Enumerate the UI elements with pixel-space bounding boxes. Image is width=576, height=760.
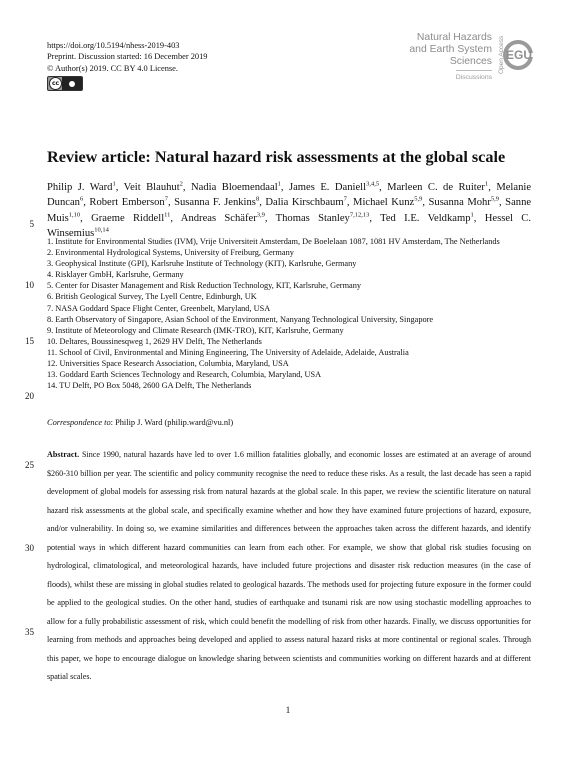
author [89, 197, 168, 208]
author-name: Robert Emberson [89, 197, 165, 209]
journal-name-line3: Sciences [449, 55, 492, 67]
abstract-heading: Abstract. [47, 450, 80, 459]
author-name: Dalia Kirschbaum [265, 197, 344, 209]
license-text: © Author(s) 2019. CC BY 4.0 License. [47, 63, 178, 73]
author [91, 213, 170, 224]
author [276, 213, 370, 224]
author-affiliation-marker: 1 [470, 211, 474, 219]
discussions-label: Discussions [456, 70, 492, 84]
author-name: Sanne Muis [47, 197, 532, 224]
author-name: Veit Blauhut [123, 182, 180, 193]
cc-by-license-badge[interactable] [47, 76, 83, 91]
author-name: Ted I.E. Veldkamp [380, 212, 471, 224]
author-name: Michael Kunz [353, 197, 415, 209]
affiliation-item: 9. Institute of Meteorology and Climate Research (IMK-TRO), KIT, Karlsruhe, Germany [47, 325, 344, 335]
affiliation-item: 1. Institute for Environmental Studies (IVM), Vrije Universiteit Amsterdam, De Boelelaan 1087, 1081 HV Amsterdam, The Netherlands [47, 237, 500, 246]
preprint-date: Preprint. Discussion started: 16 December 2019 [47, 52, 208, 62]
line-number: 10 [25, 280, 34, 290]
affiliation-item: 8. Earth Observatory of Singapore, Asian School of the Environment, Nanyang Technological University, Singapore [47, 314, 434, 324]
author-name: Thomas Stanley [275, 212, 350, 224]
preprint-metadata [47, 40, 208, 74]
author-affiliation-marker: 7 [343, 195, 347, 203]
correspondence-text: : Philip J. Ward (philip.ward@vu.nl) [110, 418, 234, 427]
author-name: Melanie Duncan [47, 182, 532, 209]
journal-name-line2: and Earth System [409, 43, 492, 55]
open-access-label: Open Access [498, 35, 505, 74]
affiliation-list [47, 236, 531, 391]
affiliation-item: 12. Universities Space Research Association, Columbia, Maryland, USA [47, 359, 289, 369]
affiliation-item: 13. Goddard Earth Sciences Technology and Research, Columbia, Maryland, USA [47, 370, 322, 380]
affiliation-item: 5. Center for Disaster Management and Risk Reduction Technology, KIT, Karlsruhe, Germany [47, 281, 362, 291]
author-affiliation-marker: 6 [79, 195, 84, 203]
author-affiliation-marker: 10,14 [94, 226, 109, 234]
doi-link[interactable]: https://doi.org/10.5194/nhess-2019-403 [47, 41, 180, 50]
author-affiliation-marker: 11 [164, 211, 171, 219]
author-affiliation-marker: 7,12,13 [349, 211, 370, 219]
author [265, 197, 347, 208]
by-icon [62, 77, 82, 90]
page-number: 1 [285, 706, 291, 716]
affiliation-item: 7. NASA Goddard Space Flight Center, Greenbelt, Maryland, USA [47, 303, 271, 313]
affiliation-item: 4. Risklayer GmbH, Karlsruhe, Germany [47, 270, 184, 280]
journal-name-line1: Natural Hazards [416, 32, 492, 43]
author [429, 197, 500, 208]
author [191, 182, 281, 193]
journal-name [409, 32, 492, 84]
author [124, 182, 183, 193]
author-name: Susanna Mohr [428, 197, 491, 209]
line-number: 5 [29, 219, 34, 229]
affiliation-item: 11. School of Civil, Environmental and Mining Engineering, The University of Adelaide, Adelaide, Australia [47, 347, 409, 357]
author-affiliation-marker: 5,9 [490, 195, 499, 203]
author-name: Graeme Riddell [91, 212, 165, 224]
author-affiliation-marker: 3,4,5 [366, 180, 380, 188]
author-name: Hessel C. Winsemius [47, 212, 531, 240]
author [47, 182, 116, 193]
affiliation-item: 2. Environmental Hydrological Systems, University of Freiburg, Germany [47, 248, 294, 258]
author [387, 182, 488, 193]
author [174, 197, 259, 208]
egu-logo-icon [499, 33, 539, 77]
author-affiliation-marker: 1,10 [68, 211, 81, 219]
line-number: 25 [25, 460, 34, 470]
egu-logo-text: EGU [505, 48, 533, 62]
author [353, 197, 422, 208]
author-affiliation-marker: 7 [164, 195, 168, 203]
author [181, 213, 265, 224]
line-number: 30 [25, 543, 34, 553]
paper-title: Review article: Natural hazard risk assessments at the global scale [47, 148, 506, 166]
line-number: 15 [25, 336, 34, 346]
author [289, 182, 379, 193]
author-list: Philip J. Ward$^1$, Veit Blauhut$^2$, Nadia Bloemendaal$^1$, James E. Daniell$^{3,4,5}$, Marleen C. de Ruiter$^1$, Melanie Duncan$^6$, Robert Emberson$^7$, Susanna F. Jenkins$^8$, Dalia Kirschbaum$^7$, Michael Kunz$^{5,9}$, Susanna Mohr$^{5,9}$, Sanne Muis$^{1,10}$, Graeme Riddell$^{11}$, Andreas Schäfer$^{3,9}$, Thomas Stanley$^{7,12,13}$, Ted I.E. Veldkamp$^1$, Hessel C. Winsemius$^{10,14}$ [47, 180, 532, 240]
author-name: Philip J. Ward [47, 182, 113, 193]
author [380, 213, 474, 224]
author-affiliation-marker: 5,9 [414, 195, 423, 203]
author-affiliation-marker: 1 [112, 180, 116, 188]
author-name: Susanna F. Jenkins [174, 197, 256, 209]
author-affiliation-marker: 2 [179, 180, 183, 188]
affiliation-item: 6. British Geological Survey, The Lyell Centre, Edinburgh, UK [47, 292, 257, 302]
correspondence-line [47, 418, 531, 427]
author-affiliation-marker: 3,9 [256, 211, 265, 219]
author-name: Marleen C. de Ruiter [387, 182, 485, 193]
correspondence-label: Correspondence to [47, 418, 111, 427]
affiliation-item: 3. Geophysical Institute (GPI), Karlsruhe Institute of Technology (KIT), Karlsruhe, Germany [47, 259, 357, 269]
cc-icon: cc [49, 77, 62, 90]
abstract-body: Since 1990, natural hazards have led to over 1.6 million fatalities globally, and economic losses are estimated at an average of around $260-310 billion per year. The scientific and policy community recognise the need to reduce these risks. As a result, the last decade has seen a rapid development of global models for assessing risk from natural hazards at the global scale. In this paper, we review the scientific literature on natural hazard risk assessments at the global scale, and specifically examine whether and how they have examined future projections of hazard, exposure, and/or vulnerability. In doing so, we examine similarities and differences between the approaches taken across the different hazards, and identify potential ways in which different hazard communities can learn from each other. For example, we show that global risk studies focusing on hydrological, climatological, and meteorological hazards, have included future projections and disaster risk reduction measures (in the case of floods), whilst these are missing in global studies related to geological hazards. The methods used for projecting future exposure in the former could be applied to the geological studies. On the other hand, studies of earthquake and tsunami risk are now using stochastic modelling approaches to allow for a fully probabilistic assessment of risk, which could benefit the modelling of risk from other hazards. Finally, we discuss opportunities for learning from methods and approaches being developed and applied to assess natural hazard risks at more continental or regional scales. Through this paper, we hope to encourage dialogue on knowledge sharing between scientists and communities working on different hazards and at different spatial scales. [47, 450, 532, 681]
line-number: 20 [25, 391, 34, 401]
affiliation-item: 10. Deltares, Boussinesqweg 1, 2629 HV Delft, The Netherlands [47, 336, 262, 346]
author-name: Andreas Schäfer [180, 212, 257, 224]
abstract [47, 446, 531, 687]
author-affiliation-marker: 1 [277, 180, 281, 188]
line-number: 35 [25, 627, 34, 637]
author-name: James E. Daniell [288, 182, 367, 193]
author-affiliation-marker: 8 [255, 195, 260, 203]
affiliation-item: 14. TU Delft, PO Box 5048, 2600 GA Delft, The Netherlands [47, 381, 252, 391]
author-name: Nadia Bloemendaal [191, 182, 278, 193]
author-affiliation-marker: 1 [484, 180, 489, 188]
